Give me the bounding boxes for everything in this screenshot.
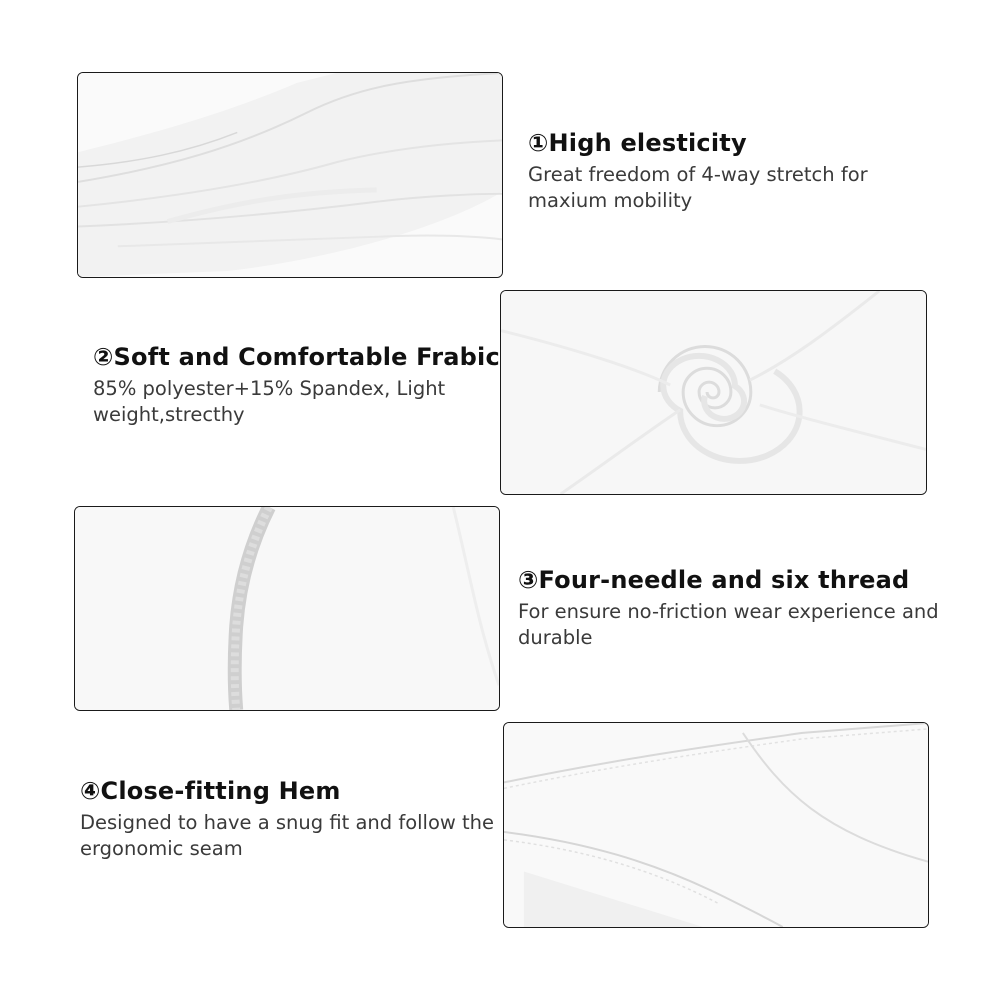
hem-closeup-image	[503, 722, 929, 928]
feature-3-text	[518, 565, 988, 651]
feature-4-text	[80, 776, 500, 862]
feature-3-description: For ensure no-friction wear experience and durable	[518, 600, 939, 649]
seam-stitching-image	[74, 506, 500, 711]
feature-3-title: ③Four-needle and six thread	[518, 566, 910, 594]
feature-4-title: ④Close-fitting Hem	[80, 777, 341, 805]
fabric-swirl-image	[500, 290, 927, 495]
feature-1-title: ①High elesticity	[528, 129, 747, 157]
feature-4-description: Designed to have a snug fit and follow the ergonomic seam	[80, 811, 495, 860]
feature-2-text	[93, 342, 500, 428]
feature-1-description: Great freedom of 4-way stretch for maxium mobility	[528, 163, 868, 212]
feature-2-title: ②Soft and Comfortable Frabic	[93, 343, 500, 371]
fabric-stretch-image	[77, 72, 503, 278]
feature-1-text	[528, 128, 968, 214]
feature-2-description: 85% polyester+15% Spandex, Light weight,strecthy	[93, 377, 446, 426]
